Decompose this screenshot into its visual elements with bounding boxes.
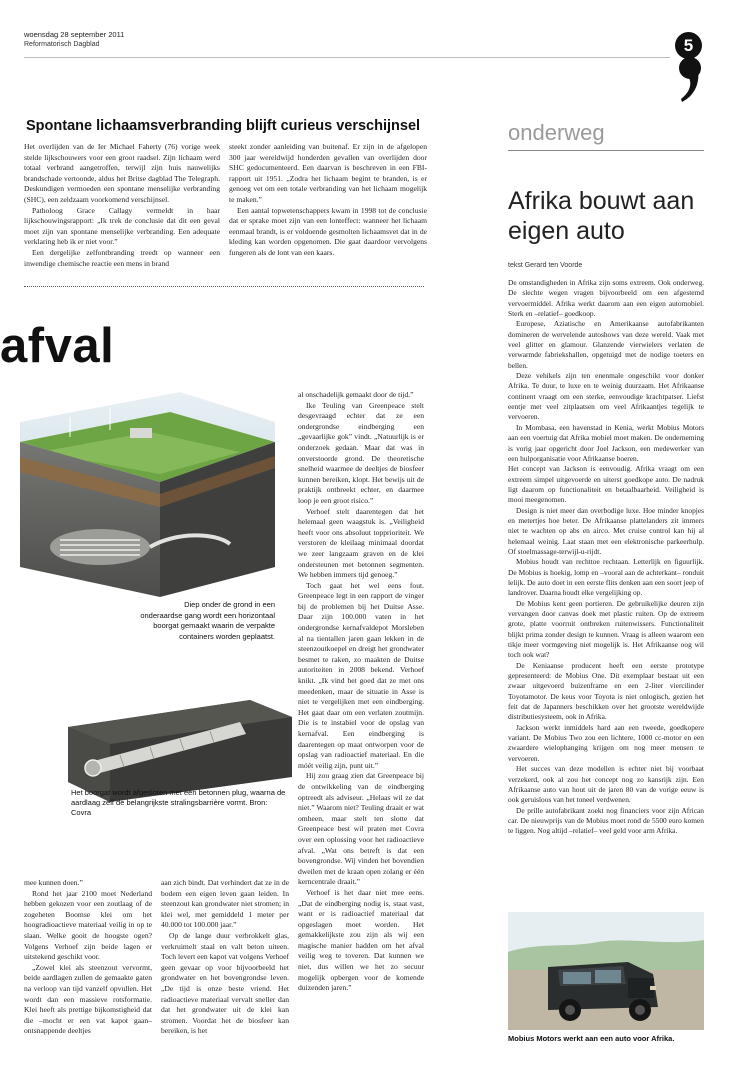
paragraph: De Keniaanse producent heeft een eerste prototype gepresenteerd: de Mobius One. Dit exemplaar bestaat uit een zwaar uitgevoerd buizenframe en een 2-liter viercilinder Toyotamotor. De keus voor Toyota is niet onlogisch, gezien het feit dat de Japanners beschikken over het grootste wereldwijde distributiesysteem, ook in Afrika. — [508, 660, 704, 722]
mobius-car-photo — [508, 912, 704, 1030]
paragraph: mee kunnen doen.” — [24, 878, 83, 887]
section-label: onderweg — [508, 120, 605, 145]
paragraph: In Mombasa, een havenstad in Kenia, werkt Mobius Motors aan een voertuig dat Afrika mobiel moet maken. De onderneming is vorig jaar opgericht door Joel Jackson, een medewerker van een hulporganisatie voor Afrikaanse boeren. — [508, 422, 704, 463]
afval-column-right — [298, 390, 424, 1042]
paragraph: Het concept van Jackson is eenvoudig. Afrika vraagt om een extreem simpel uitgevoerde en uiterst goedkope auto. De nadruk ligt daarom op functionaliteit en betaalbaarheid. Veiligheid is mooi meegenomen. — [508, 464, 704, 505]
paragraph: De omstandigheden in Afrika zijn soms extreem. Ook onderweg. De slechte wegen vragen bijvoorbeeld om een afgestemd vervoermiddel. Afrika werkt daarom aan een eigen automobiel. Sterk en –relatief– goedkoop. — [508, 278, 704, 319]
paragraph: Europese, Aziatische en Amerikaanse autofabrikanten domineren de wervelende autoshows van deze wereld. Vaak met veel glitter en glamour. Glanzende vierwielers verlaten de verwarmde fabriekshallen, opgetuigd met de nodige toeters en bellen. — [508, 319, 704, 370]
paragraph: Het overlijden van de Ier Michael Faherty (76) vorige week stelde lijkschouwers voor een groot raadsel. Zijn lichaam werd totaal verbrand aangetroffen, terwijl zijn huis nauwelijks brandschade vertoonde, aldus het Britse dagblad The Telegraph. Deskundigen vermoeden een spontane menselijke verbranding (SHC), een zeldzaam voorkomend verschijnsel. — [24, 142, 220, 204]
paragraph: Een aantal topwetenschappers kwam in 1998 tot de conclusie dat er sprake moet zijn van een lonteffect: wanneer het lichaam eenmaal brandt, is er voldoende gesmolten lichaamsvet dat in de kleding kan worden opgenomen. Die gaat daardoor vervolgens fungeren als de lont van een kaars. — [229, 205, 427, 257]
article-headline: Spontane lichaamsverbranding blijft curieus verschijnsel — [26, 118, 421, 134]
comma-logo-icon — [676, 54, 706, 104]
paragraph: Verhoef is het daar niet mee eens. „Dat de eindberging nodig is, staat vast, want er is radioactief materiaal dat opgeslagen moet worden. Het gemakkelijkste zou zijn als wij een magische manier hadden om het afval veilig weg te toveren. Dat kunnen we niet, dus willen we het zo secuur mogelijk opbergen voor de komende duizenden jaren.” — [298, 887, 424, 993]
paragraph: Hij zou graag zien dat Greenpeace bij de ontwikkeling van de eindberging optreedt als adviseur. „Helaas wil ze dat niet.” Waarom niet? Teuling draait er wat omheen, maar stelt ten slotte dat Greenpeace best wil praten met Covra over een oplossing voor het radioactieve afval. „Wat ons betreft is dat een bovengrondse. Wij vinden het bovendien dweilen met de kraan open zolang er één kerncentrale draait.” — [298, 771, 424, 887]
afval-column-middle — [161, 878, 289, 1044]
disposal-illustration — [0, 382, 292, 802]
paragraph: De Mobius kent geen portieren. De gebruikelijke deuren zijn vervangen door canvas doek met plastic ruiten. Op de extreem grote, platte voorruit ontbreken ruitenwissers. Functionaliteit blijkt prima zonder design te kunnen. Vraag is alleen waarom een tikje meer vormgeving niet mogelijk is. Het Afrikaanse oog wil toch ook wat? — [508, 598, 704, 660]
photo-caption: Mobius Motors werkt aan een auto voor Afrika. — [508, 1034, 675, 1043]
paragraph: „Zowel klei als steenzout vervormt, beide aardlagen zullen de gemaakte gaten na verloop van tijd vanzelf opvullen. Het wordt dan een massieve rotsformatie. Klei heeft als prettige bijkomstigheid dat die –mocht er een vat kapot gaan– ontsnappende deeltjes — [24, 962, 152, 1036]
paragraph: Een dergelijke zelfontbranding treedt op wanneer een inwendige chemische reactie een mens in brand — [24, 247, 220, 268]
paragraph: Jackson werkt inmiddels hard aan een tweede, goedkopere variant. De Mobius Two zou een lichtere, 1000 cc-motor en een zwaardere wielophanging krijgen om nog meer mensen te vervoeren. — [508, 722, 704, 763]
article3-headline: Afrika bouwt aan eigen auto — [508, 187, 695, 245]
article1-column-1 — [24, 142, 220, 274]
afval-heading: afval — [0, 319, 115, 373]
issue-date: woensdag 28 september 2011 — [24, 30, 125, 39]
page-number-badge: 5 — [675, 32, 702, 59]
paragraph: Ike Teuling van Greenpeace stelt desgevraagd echter dat ze een ondergrondse eindberging een „gevaarlijke gok” vindt. „Natuurlijk is er onderzoek gedaan. Maar dat was in onverstoorde grond. De theoretische snelheid waarmee de deeltjes de biosfeer kunnen bereiken, klopt. Het bewijs uit de praktijk ontbreekt echter, en daarmee loop je een groot risico.” — [298, 400, 424, 505]
paragraph: Het succes van deze modellen is echter niet bij voorbaat verzekerd, ook al zou het concept nog zo kansrijk zijn. Een Afrikaanse auto van hout uit de jaren 80 van de vorige eeuw is ook geruisloos van het toneel verdwenen. — [508, 764, 704, 805]
newspaper-name: Reformatorisch Dagblad — [24, 41, 100, 48]
paragraph: De prille autofabrikant zoekt nog financiers voor zijn African car. De nieuwprijs van de Mobius moet rond de 5500 euro komen te liggen. Nog altijd –relatief– veel geld voor arm Afrika. — [508, 805, 704, 836]
section-underline — [508, 150, 704, 151]
article3-body — [508, 278, 704, 906]
paragraph: Patholoog Grace Callagy vermeldt in haar lijkschouwingsrapport: „Ik trek de conclusie dat dit een geval moet zijn van spontane menselijke verbranding. Een adequate verklaring heb ik er niet voor.” — [24, 205, 220, 247]
paragraph: steekt zonder aanleiding van buitenaf. Er zijn in de afgelopen 300 jaar wereldwijd honderden gevallen van overlijden door SHC gedocumenteerd. Een daarvan is beschreven in een FBI-rapport uit 1951. „Zodra het lichaam begint te branden, is er genoeg vet om een totale verbranding van het lichaam mogelijk te maken.” — [229, 142, 427, 204]
paragraph: al onschadelijk gemaakt door de tijd.” — [298, 390, 414, 399]
paragraph: Verhoef stelt daarentegen dat het helemaal geen waagstuk is. „Veiligheid heeft voor ons absoluut topprioriteit. We verstoren de kleilaag minimaal doordat we zeer langzaam graven en de klei ondersteunen met betonnen segmenten. We hebben immers tijd genoeg.” — [298, 506, 424, 580]
paragraph: Mobius houdt van rechttoe rechtaan. Letterlijk en figuurlijk. De Mobius is hoekig, lomp en –vooral aan de achterkant– ronduit lelijk. De auto doet in een eerste flits denken aan een soort jeep of landrover. Daarna houdt elke vergelijking op. — [508, 557, 704, 598]
paragraph: Toch gaat het wel eens fout. Greenpeace legt in een rapport de vinger bij de problemen bij het Duitse Asse. Daar zijn 100.000 vaten in het ondergrondse kernafvaldepot Morsleben al na tientallen jaren gaan lekken in de steenzoutkoepel en dreigt het grondwater besmet te raken, zo maakten de Duitse autoriteiten in 2008 bekend. Verhoef knikt. „Ik vind het goed dat ze met ons meedenken, maar de situatie in Asse is niet te vergelijken met een eindberging. Het gaat daar om een verlaten zoutmijn. Die is te instabiel voor de opslag van kernafval. Een eindberging is daarentegen op maat ontworpen voor de opslag van radioactief materiaal. En die móét veilig zijn, punt uit.” — [298, 580, 424, 770]
afval-column-left — [24, 878, 152, 1044]
illustration-caption-1: Diep onder de grond in een onderaardse gang wordt een horizontaal boorgat gemaakt waarin de verpakte containers worden geplaatst. — [140, 600, 275, 641]
section-divider-dotted — [24, 286, 424, 287]
paragraph: Rond het jaar 2100 moet Nederland hebben gekozen voor een zoutlaag of de zogeheten Boomse klei om het hoogradioactieve materiaal veilig in op te slaan. Welke gooit de hoogste ogen? Volgens Verhoef zijn beide lagen er uitstekend geschikt voor. — [24, 888, 152, 962]
header-divider — [24, 57, 670, 58]
paragraph: Deze vehikels zijn ten enenmale ongeschikt voor donker Afrika. Te duur, te luxe en te weinig duurzaam. Het Afrikaanse continent vraagt om een sterke, eenvoudige krachtpatser. Liefst eentje met veel zitplaatsen om veel Afrikaantjes tegelijk te vervoeren. — [508, 371, 704, 422]
paragraph: Op de lange duur verbrokkelt glas, verkruimelt staal en valt beton uiteen. Toch levert een kapot vat volgens Verhoef geen gevaar op voor bijvoorbeeld het grondwater en het bovengrondse leven. „De tijd is onze beste vriend. Het radioactieve materiaal vervalt sneller dan dat het grondwater uit de klei kan stromen. Voordat het de biosfeer kan bereiken, is het — [161, 930, 289, 1036]
byline: tekst Gerard ten Voorde — [508, 262, 583, 269]
illustration-caption-2: Het boorgat wordt afgesloten met een betonnen plug, waarna de aardlaag zelf de belangrijkste stralingsbarrière vormt. Bron: Covra — [71, 788, 286, 818]
paragraph: aan zich bindt. Dat verhindert dat ze in de bodem een eigen leven gaan leiden. In steenzout kan grondwater niet stromen; in klei wel, met gemiddeld 1 meter per 40.000 tot 100.000 jaar.” — [161, 878, 289, 930]
article1-column-2 — [229, 142, 427, 274]
paragraph: Design is niet meer dan overbodige luxe. Hoe minder knopjes en metertjes hoe beter. De Afrikaanse plattelanders zit immers niet te wachten op abs en airco. Met cruise control kan hij al helemaal weinig. Laat staan met een elektronische parkeerhulp. Of stoelmassage-terwijl-u-rijdt. — [508, 505, 704, 556]
